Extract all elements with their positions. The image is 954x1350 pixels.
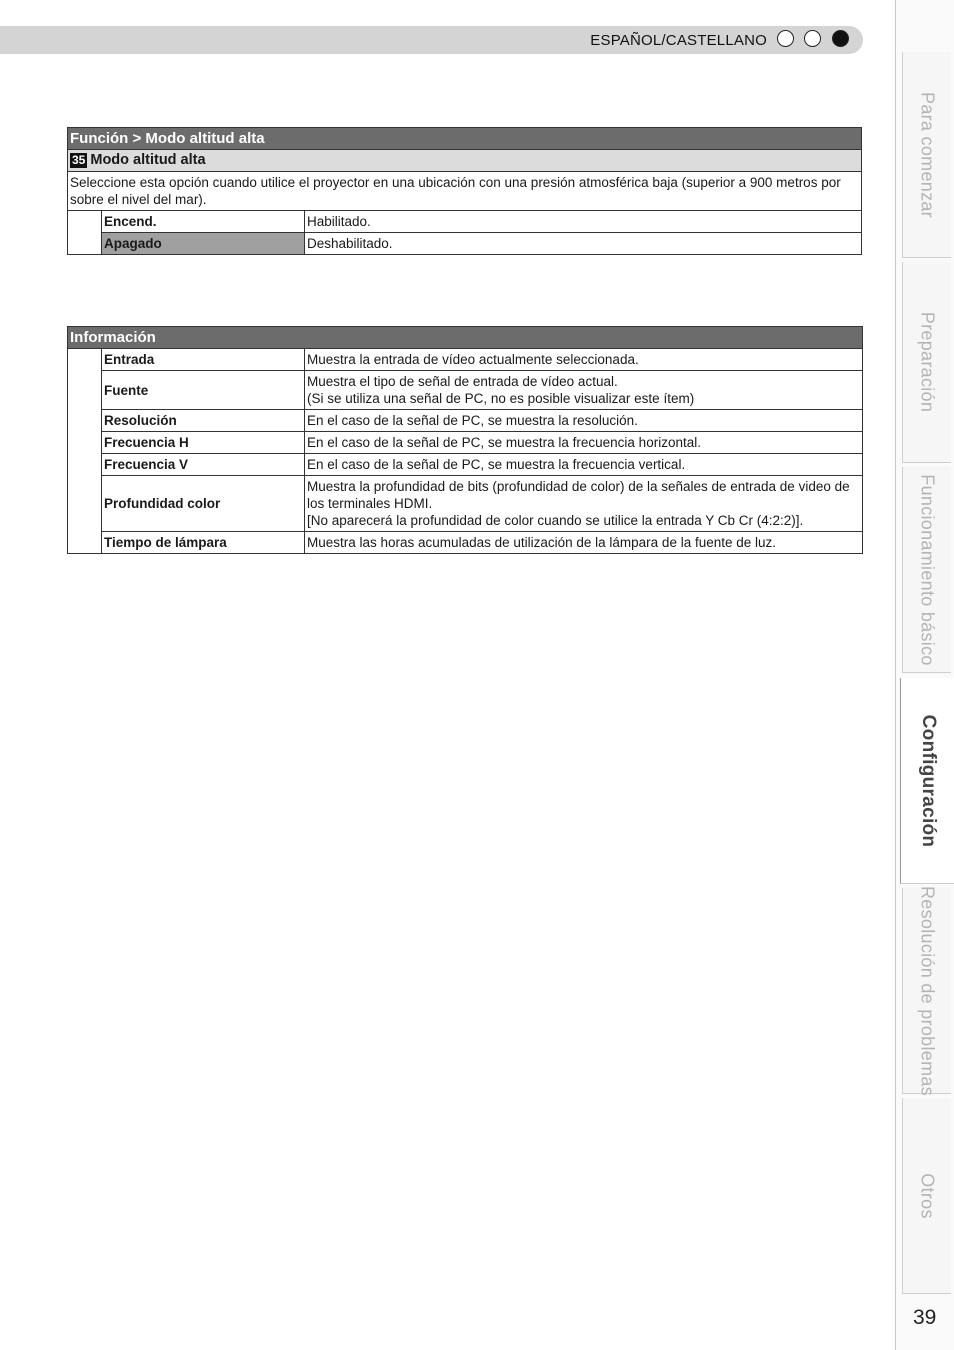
- tab-label: Resolución de problemas: [917, 885, 938, 1096]
- tab-funcionamiento-basico[interactable]: [902, 467, 951, 673]
- altitude-description: Seleccione esta opción cuando utilice el proyector en una ubicación con una presión atmosférica baja (superior a 900 metros por sobre el nivel del mar).: [68, 172, 862, 211]
- info-value-profundidad-line1: Muestra la profundidad de bits (profundidad de color) de la señales de entrada de video de los terminales HDMI.: [307, 479, 850, 511]
- info-value-tiempo-lampara: Muestra las horas acumuladas de utilización de la lámpara de la fuente de luz.: [305, 532, 863, 554]
- info-value-frecuencia-v: En el caso de la señal de PC, se muestra la frecuencia vertical.: [305, 454, 863, 476]
- option-label-encend: Encend.: [102, 211, 305, 233]
- tab-label: Otros: [917, 1172, 938, 1219]
- info-label-resolucion: Resolución: [102, 410, 305, 432]
- tab-otros[interactable]: [902, 1098, 951, 1294]
- tab-label: Configuración: [918, 714, 939, 847]
- indent-cell: [68, 211, 102, 255]
- indent-cell: [68, 349, 102, 554]
- info-label-fuente: Fuente: [102, 371, 305, 410]
- option-value-apagado: Deshabilitado.: [305, 233, 862, 255]
- info-label-entrada: Entrada: [102, 349, 305, 371]
- tab-para-comenzar[interactable]: [902, 52, 951, 258]
- language-label: ESPAÑOL/CASTELLANO: [590, 32, 767, 49]
- tab-configuracion[interactable]: [900, 678, 954, 884]
- tab-label: Preparación: [917, 311, 938, 413]
- info-table: [67, 326, 863, 554]
- info-value-fuente-line1: Muestra el tipo de señal de entrada de vídeo actual.: [307, 374, 618, 389]
- header-bar: [0, 26, 863, 54]
- tab-label: Para comenzar: [917, 91, 938, 218]
- info-label-tiempo-lampara: Tiempo de lámpara: [102, 532, 305, 554]
- item-title: Modo altitud alta: [90, 152, 206, 168]
- info-label-frecuencia-v: Frecuencia V: [102, 454, 305, 476]
- section-indicator-3-active-icon: [832, 30, 849, 47]
- item-number-badge: 35: [72, 153, 86, 167]
- info-label-profundidad-color: Profundidad color: [102, 476, 305, 532]
- altitude-item-header: [68, 150, 862, 172]
- section-sidebar: [895, 0, 954, 1350]
- tab-preparacion[interactable]: [902, 262, 951, 463]
- altitude-table: [67, 127, 862, 255]
- section-indicator-1-icon: [777, 30, 794, 47]
- info-value-fuente: [305, 371, 863, 410]
- tab-resolucion-de-problemas[interactable]: [902, 885, 951, 1096]
- info-value-resolucion: En el caso de la señal de PC, se muestra la resolución.: [305, 410, 863, 432]
- altitude-table-title: Función > Modo altitud alta: [68, 128, 862, 150]
- page-number: 39: [913, 1306, 937, 1329]
- info-table-title: Información: [68, 327, 863, 349]
- info-value-profundidad-line2: [No aparecerá la profundidad de color cuando se utilice la entrada Y Cb Cr (4:2:2)].: [307, 513, 804, 528]
- tab-label: Funcionamiento básico: [917, 473, 938, 666]
- info-value-profundidad-color: [305, 476, 863, 532]
- info-label-frecuencia-h: Frecuencia H: [102, 432, 305, 454]
- info-value-entrada: Muestra la entrada de vídeo actualmente seleccionada.: [305, 349, 863, 371]
- option-value-encend: Habilitado.: [305, 211, 862, 233]
- info-value-fuente-line2: (Si se utiliza una señal de PC, no es posible visualizar este ítem): [307, 391, 695, 406]
- option-label-apagado: Apagado: [102, 233, 305, 255]
- section-indicator-2-icon: [804, 30, 821, 47]
- info-value-frecuencia-h: En el caso de la señal de PC, se muestra la frecuencia horizontal.: [305, 432, 863, 454]
